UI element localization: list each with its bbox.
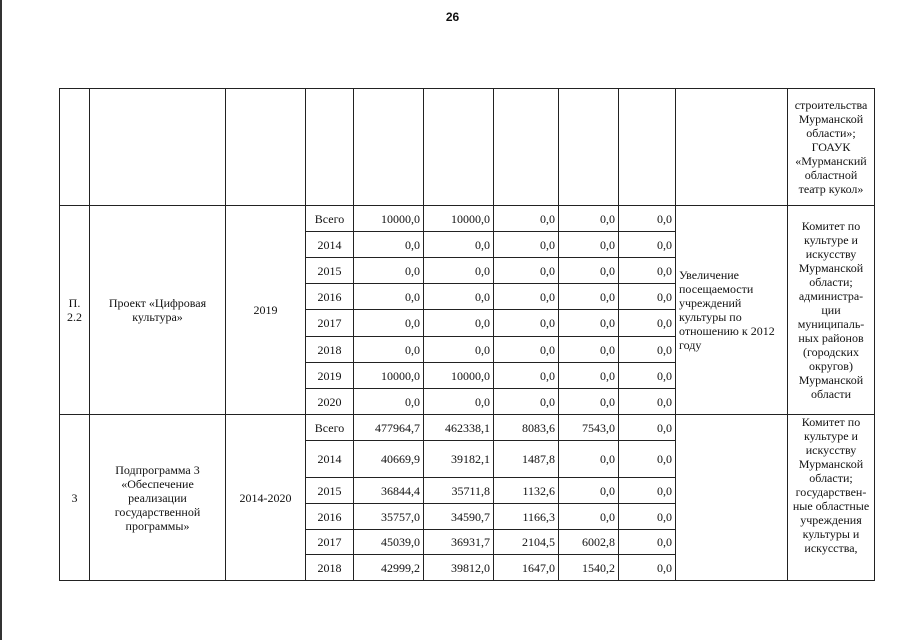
value-cell: 35711,8 (424, 478, 494, 504)
value-cell: 0,0 (424, 258, 494, 284)
name-cell: Подпрограмма 3 «Обеспечение реализации государственной программы» (90, 415, 226, 581)
value-cell: 0,0 (619, 415, 676, 441)
value-cell: 0,0 (494, 284, 559, 310)
value-cell: 0,0 (619, 530, 676, 555)
value-cell: 0,0 (559, 232, 619, 258)
value-cell: 0,0 (424, 232, 494, 258)
value-cell (559, 89, 619, 206)
year-cell: 2016 (306, 504, 354, 530)
value-cell: 1132,6 (494, 478, 559, 504)
value-cell: 0,0 (354, 310, 424, 337)
year-cell: Всего (306, 206, 354, 232)
value-cell: 36931,7 (424, 530, 494, 555)
value-cell: 0,0 (619, 478, 676, 504)
value-cell: 2104,5 (494, 530, 559, 555)
value-cell: 36844,4 (354, 478, 424, 504)
value-cell: 10000,0 (424, 206, 494, 232)
value-cell: 0,0 (494, 232, 559, 258)
value-cell: 0,0 (494, 258, 559, 284)
value-cell: 0,0 (619, 504, 676, 530)
value-cell: 42999,2 (354, 555, 424, 581)
year-cell: 2016 (306, 284, 354, 310)
program-table (59, 88, 875, 581)
table-row (60, 206, 875, 232)
value-cell: 477964,7 (354, 415, 424, 441)
year-cell: 2014 (306, 441, 354, 478)
year-cell: 2017 (306, 530, 354, 555)
value-cell: 0,0 (619, 258, 676, 284)
table-body (60, 89, 875, 581)
executor-cell: строительства Мурманской области»; ГОАУК «Мурманский областной театр кукол» (788, 89, 875, 206)
value-cell: 0,0 (619, 555, 676, 581)
value-cell: 1647,0 (494, 555, 559, 581)
year-cell: 2019 (306, 363, 354, 389)
value-cell: 0,0 (354, 284, 424, 310)
value-cell: 1540,2 (559, 555, 619, 581)
indicator-cell: Увеличение посещаемости учреждений культуры по отношению к 2012 году (676, 206, 788, 415)
value-cell: 0,0 (619, 232, 676, 258)
value-cell: 0,0 (619, 441, 676, 478)
period-cell: 2014-2020 (226, 415, 306, 581)
year-cell: 2015 (306, 478, 354, 504)
value-cell: 0,0 (354, 258, 424, 284)
value-cell: 1166,3 (494, 504, 559, 530)
value-cell: 0,0 (494, 363, 559, 389)
value-cell: 0,0 (619, 310, 676, 337)
indicator-cell (676, 415, 788, 581)
value-cell: 0,0 (354, 232, 424, 258)
period-cell: 2019 (226, 206, 306, 415)
value-cell: 0,0 (619, 284, 676, 310)
value-cell: 7543,0 (559, 415, 619, 441)
left-border-line (0, 0, 2, 640)
value-cell: 0,0 (559, 310, 619, 337)
table-row (60, 415, 875, 441)
value-cell (494, 89, 559, 206)
year-cell: 2014 (306, 232, 354, 258)
value-cell: 0,0 (424, 337, 494, 363)
year-cell: 2015 (306, 258, 354, 284)
value-cell: 0,0 (494, 310, 559, 337)
value-cell: 39182,1 (424, 441, 494, 478)
year-cell: 2017 (306, 310, 354, 337)
value-cell: 40669,9 (354, 441, 424, 478)
value-cell: 0,0 (559, 258, 619, 284)
value-cell (619, 89, 676, 206)
value-cell (354, 89, 424, 206)
table-row (60, 89, 875, 206)
year-cell: 2018 (306, 555, 354, 581)
year-cell: 2020 (306, 389, 354, 415)
value-cell: 6002,8 (559, 530, 619, 555)
value-cell: 0,0 (559, 337, 619, 363)
value-cell: 0,0 (559, 441, 619, 478)
value-cell: 45039,0 (354, 530, 424, 555)
value-cell: 0,0 (494, 337, 559, 363)
value-cell: 0,0 (619, 206, 676, 232)
value-cell: 0,0 (494, 206, 559, 232)
value-cell: 0,0 (354, 389, 424, 415)
name-cell: Проект «Цифровая культура» (90, 206, 226, 415)
value-cell: 0,0 (559, 504, 619, 530)
value-cell: 0,0 (424, 310, 494, 337)
name-cell (90, 89, 226, 206)
value-cell: 0,0 (559, 363, 619, 389)
value-cell: 10000,0 (424, 363, 494, 389)
year-cell (306, 89, 354, 206)
executor-cell: Комитет по культуре и искусству Мурманской области; администра-ции муниципаль-ных районов (городских округов) Мурманской области (788, 206, 875, 415)
number-cell (60, 89, 90, 206)
value-cell: 462338,1 (424, 415, 494, 441)
value-cell: 0,0 (494, 389, 559, 415)
year-cell: 2018 (306, 337, 354, 363)
value-cell: 0,0 (619, 363, 676, 389)
value-cell: 0,0 (559, 206, 619, 232)
period-cell (226, 89, 306, 206)
value-cell: 0,0 (424, 389, 494, 415)
number-cell: 3 (60, 415, 90, 581)
value-cell: 34590,7 (424, 504, 494, 530)
value-cell: 0,0 (559, 389, 619, 415)
value-cell: 0,0 (354, 337, 424, 363)
value-cell: 39812,0 (424, 555, 494, 581)
value-cell: 0,0 (619, 389, 676, 415)
value-cell: 0,0 (619, 337, 676, 363)
page-number: 26 (445, 10, 460, 24)
indicator-cell (676, 89, 788, 206)
value-cell: 1487,8 (494, 441, 559, 478)
value-cell: 35757,0 (354, 504, 424, 530)
value-cell: 0,0 (424, 284, 494, 310)
value-cell (424, 89, 494, 206)
value-cell: 10000,0 (354, 363, 424, 389)
value-cell: 10000,0 (354, 206, 424, 232)
value-cell: 0,0 (559, 478, 619, 504)
value-cell: 0,0 (559, 284, 619, 310)
value-cell: 8083,6 (494, 415, 559, 441)
number-cell: П. 2.2 (60, 206, 90, 415)
year-cell: Всего (306, 415, 354, 441)
executor-cell: Комитет по культуре и искусству Мурманской области; государствен-ные областные учреждения культуры и искусства, (788, 415, 875, 581)
